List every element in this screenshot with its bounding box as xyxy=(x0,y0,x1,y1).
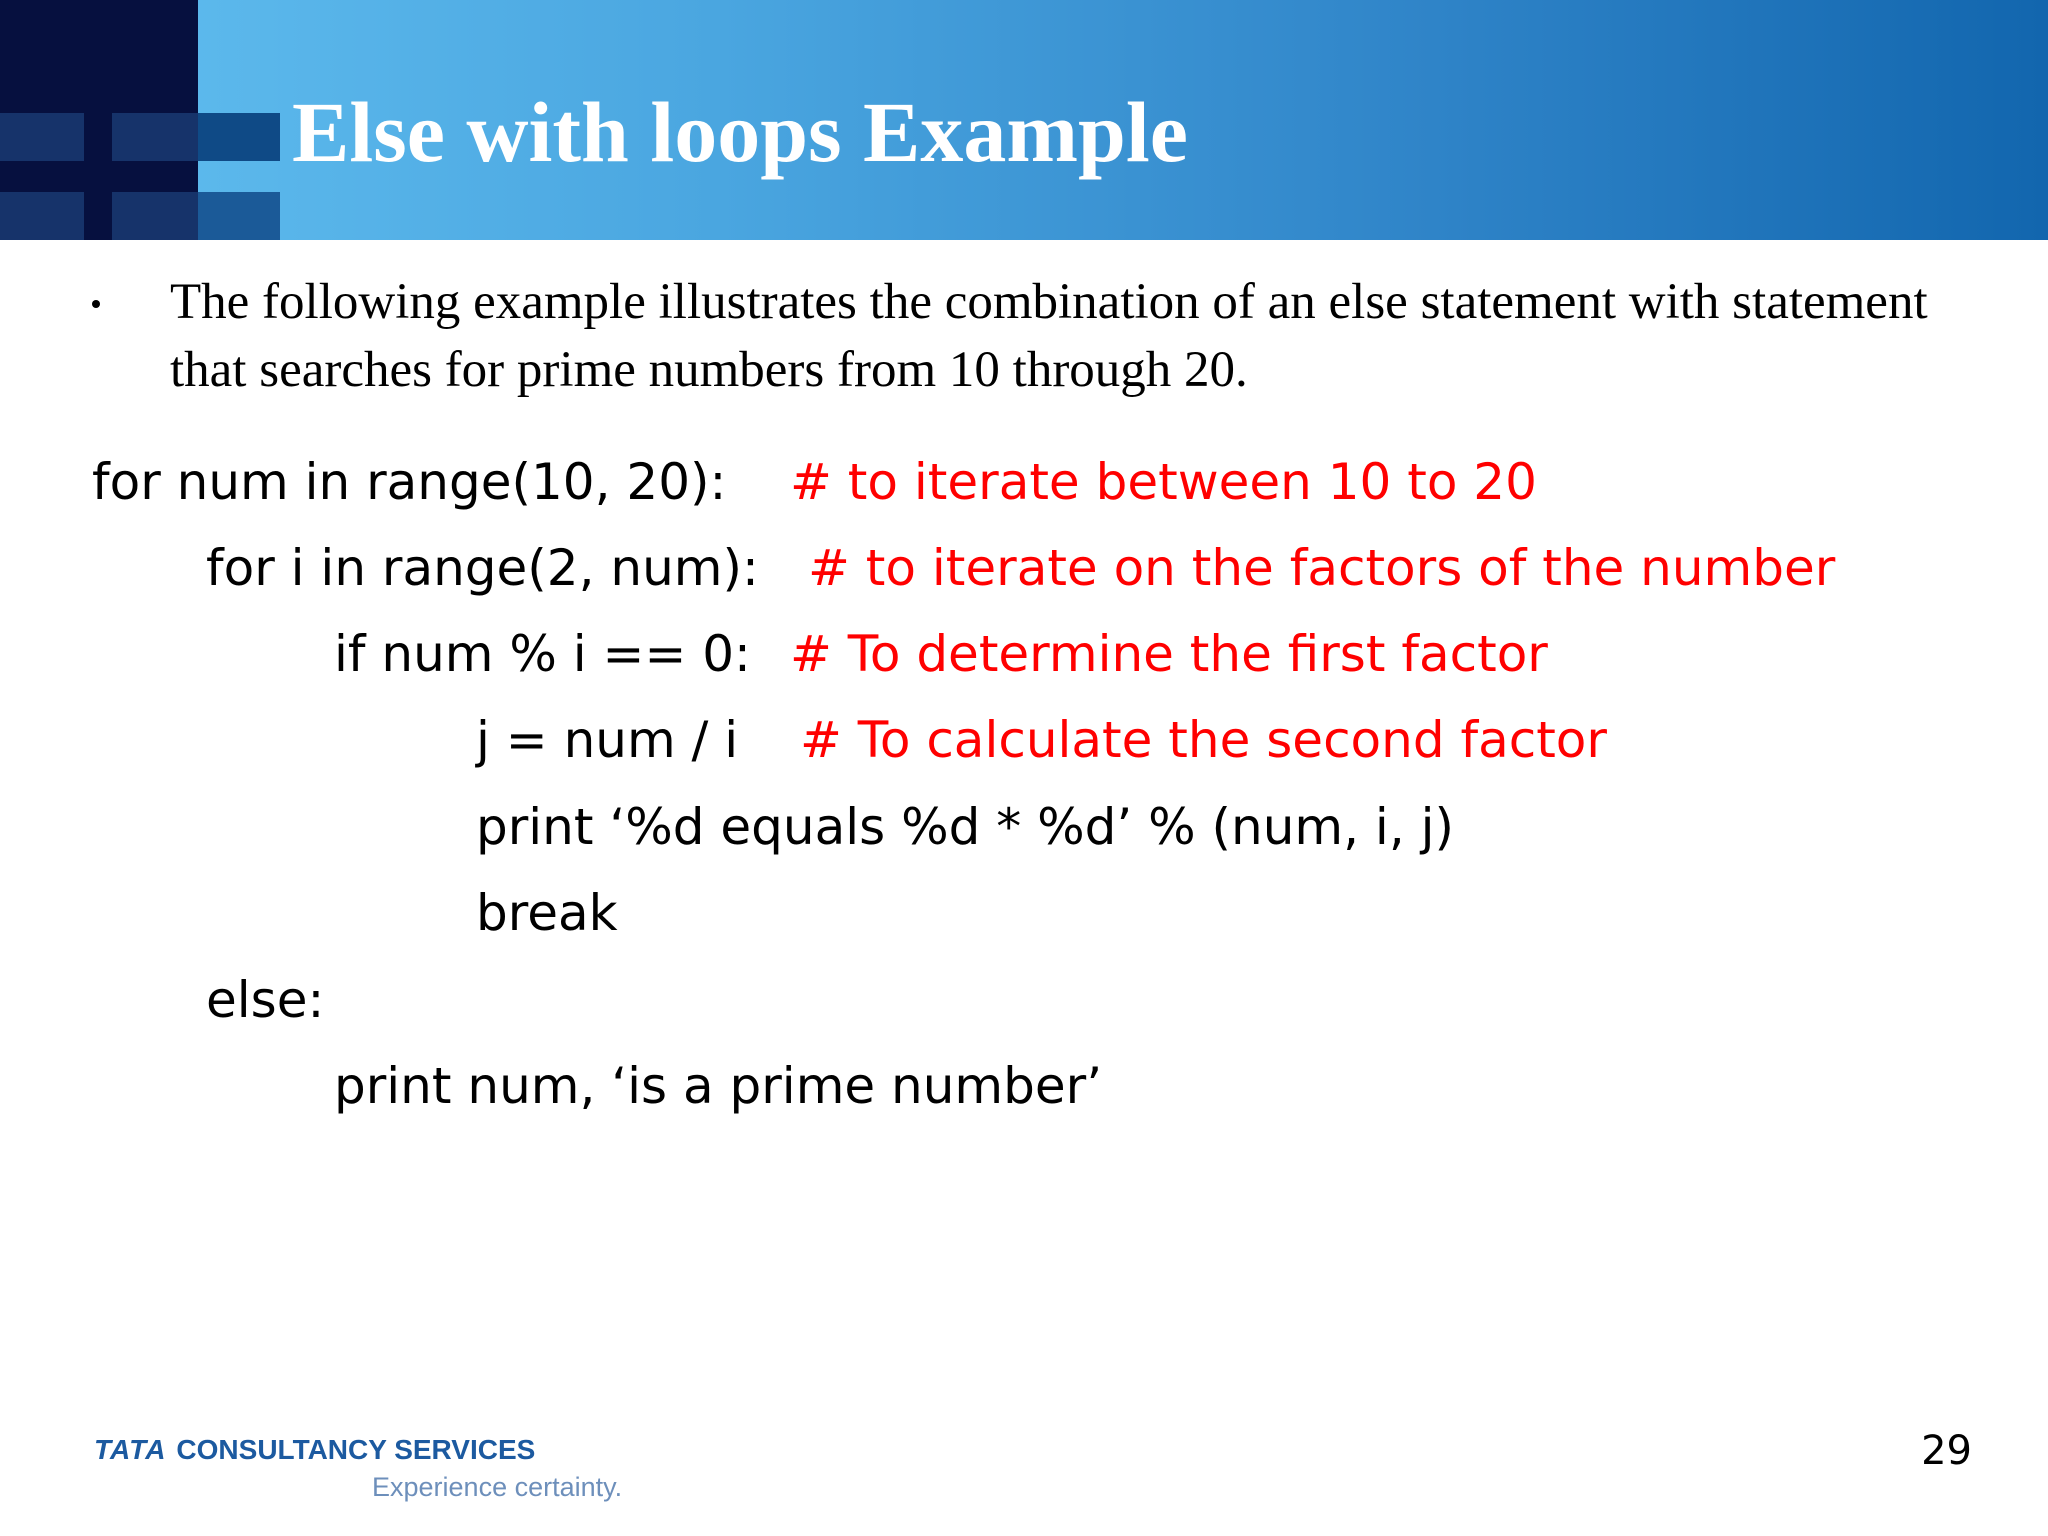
code-line: break xyxy=(476,884,618,942)
bullet-icon xyxy=(92,300,100,308)
header-decor-square xyxy=(0,192,84,240)
code-line: print ‘%d equals %d * %d’ % (num, i, j) xyxy=(476,798,1455,856)
code-comment: # to iterate between 10 to 20 xyxy=(790,453,1537,511)
page-number: 29 xyxy=(1921,1428,1972,1474)
code-line: else: xyxy=(206,971,325,1029)
header-decor-square xyxy=(112,192,198,240)
logo-company-name: CONSULTANCY SERVICES xyxy=(176,1434,536,1465)
header-decor-square xyxy=(0,113,84,161)
code-comment: # To calculate the second factor xyxy=(800,711,1607,769)
bullet-text: The following example illustrates the combination of an else statement with statement that searches for prime numbers from 10 through 20. xyxy=(170,274,1928,398)
slide-title: Else with loops Example xyxy=(292,84,1188,180)
company-logo xyxy=(94,1432,535,1468)
logo-tata: TATA xyxy=(94,1434,167,1465)
logo-tagline: Experience certainty. xyxy=(372,1472,623,1502)
code-line: if num % i == 0: xyxy=(334,625,751,683)
code-line: print num, ‘is a prime number’ xyxy=(334,1057,1103,1115)
code-comment: # to iterate on the factors of the number xyxy=(808,539,1836,597)
code-line: for num in range(10, 20): xyxy=(92,453,727,511)
code-comment: # To determine the first factor xyxy=(790,625,1548,683)
header-decor-square xyxy=(112,113,198,161)
header-band xyxy=(0,0,2048,240)
code-line: j = num / i xyxy=(476,711,739,769)
code-line: for i in range(2, num): xyxy=(206,539,759,597)
header-decor-square xyxy=(198,113,280,161)
header-decor-square xyxy=(198,192,280,240)
